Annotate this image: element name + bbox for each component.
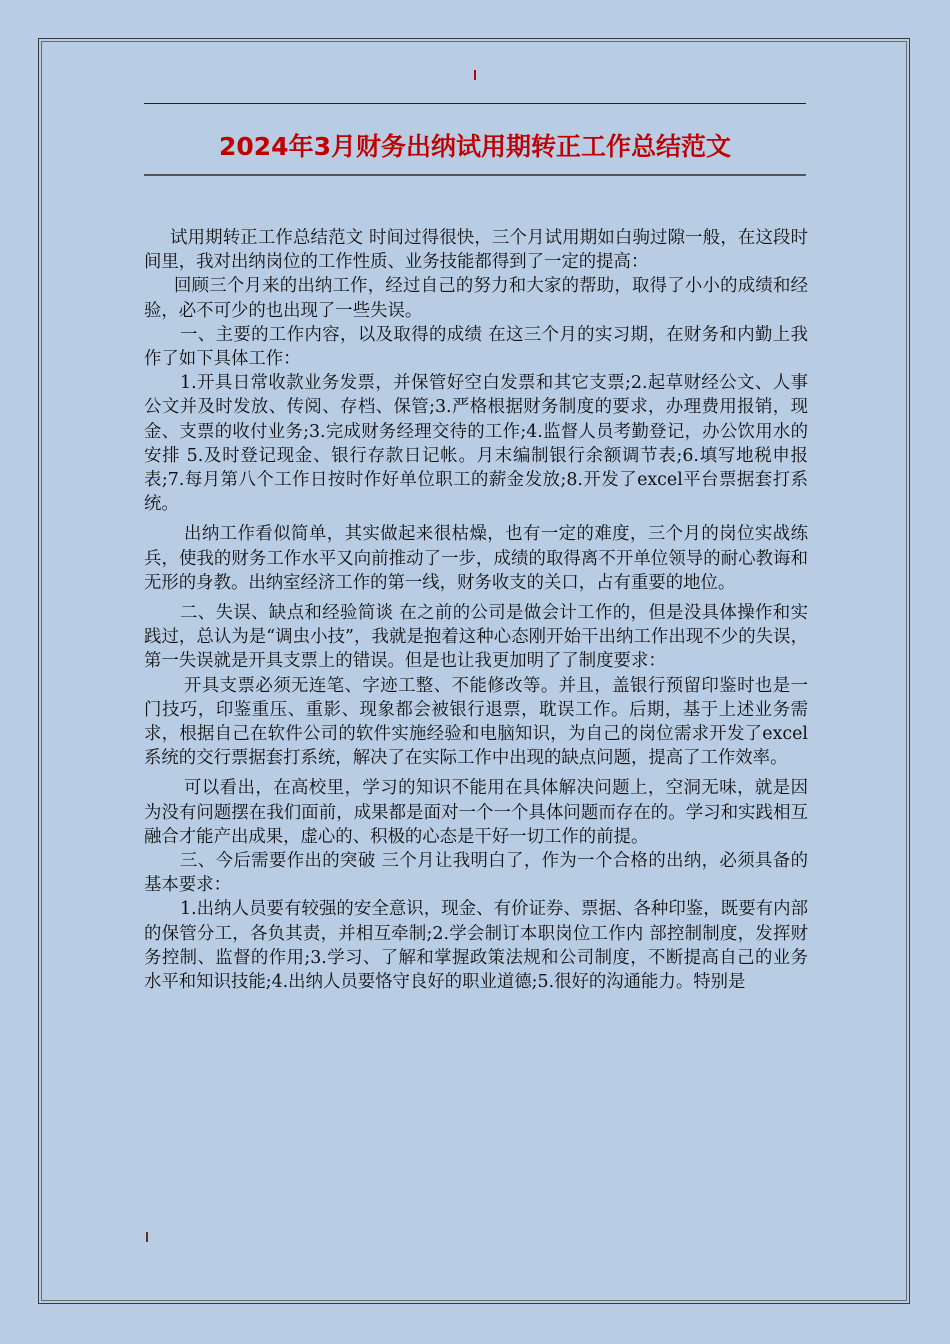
paragraph: 开具支票必须无连笔、字迹工整、不能修改等。并且，盖银行预留印鉴时也是一门技巧，印鉴重压、重影、现象都会被银行退票，耽误工作。后期，基于上述业务需求，根据自己在软件公司的软件实施经验和电脑知识，为自己的岗位需求开发了excel系统的交行票据套打系统，解决了在实际工作中出现的缺点问题，提高了工作效率。 xyxy=(144,675,808,769)
header-rule xyxy=(144,103,806,104)
paragraph: 出纳工作看似简单，其实做起来很枯燥，也有一定的难度，三个月的岗位实战练兵，使我的财务工作水平又向前推动了一步，成绩的取得离不开单位领导的耐心教诲和无形的身教。出纳室经济工作的第一线，财务收支的关口，占有重要的地位。 xyxy=(144,524,808,593)
paragraph: 1.开具日常收款业务发票，并保管好空白发票和其它支票;2.起草财经公文、人事公文并及时发放、传阅、存档、保管;3.严格根据财务制度的要求，办理费用报销，现金、支票的收付业务;3.完成财务经理交待的工作;4.监督人员考勤登记，办公饮用水的安排 5.及时登记现金、银行存款日记帐。月末编制银行余额调节表;6.填写地税申报表;7.每月第八个工作日按时作好单位职工的薪金发放;8.开发了excel平台票据套打系统。 xyxy=(144,373,808,515)
paragraph: 回顾三个月来的出纳工作，经过自己的努力和大家的帮助，取得了小小的成绩和经验，必不可少的也出现了一些失误。 xyxy=(144,276,808,321)
paragraph: 试用期转正工作总结范文 时间过得很快，三个月试用期如白驹过隙一般，在这段时间里，我对出纳岗位的工作性质、业务技能都得到了一定的提高： xyxy=(144,228,808,273)
title-underline xyxy=(144,174,806,176)
paragraph: 一、主要的工作内容，以及取得的成绩 在这三个月的实习期，在财务和内勤上我作了如下具体工作： xyxy=(144,324,808,370)
paragraph: 1.出纳人员要有较强的安全意识，现金、有价证券、票据、各种印鉴，既要有内部的保管分工，各负其责，并相互牵制;2.学会制订本职岗位工作内 部控制制度，发挥财务控制、监督的作用;3.学习、了解和掌握政策法规和公司制度，不断提高自己的业务水平和知识技能;4.出纳人员要恪守良好的职业道德;5.很好的沟通能力。特别是 xyxy=(144,899,808,993)
footer-mark xyxy=(146,1232,148,1242)
header-mark xyxy=(474,70,476,80)
document-title: 2024年3月财务出纳试用期转正工作总结范文 xyxy=(219,132,731,161)
paragraph: 二、失误、缺点和经验简谈 在之前的公司是做会计工作的，但是没具体操作和实践过，总认为是“调虫小技”，我就是抱着这种心态刚开始干出纳工作出现不少的失误，第一失误就是开具支票上的错误。但是也让我更加明了了制度要求： xyxy=(144,603,808,672)
paragraph: 三、今后需要作出的突破 三个月让我明白了，作为一个合格的出纳，必须具备的基本要求： xyxy=(144,851,808,896)
paragraph: 可以看出，在高校里，学习的知识不能用在具体解决问题上，空洞无味，就是因为没有问题摆在我们面前，成果都是面对一个一个具体问题而存在的。学习和实践相互融合才能产出成果，虚心的、积极的心态是干好一切工作的前提。 xyxy=(144,778,808,847)
document-body xyxy=(144,226,808,994)
